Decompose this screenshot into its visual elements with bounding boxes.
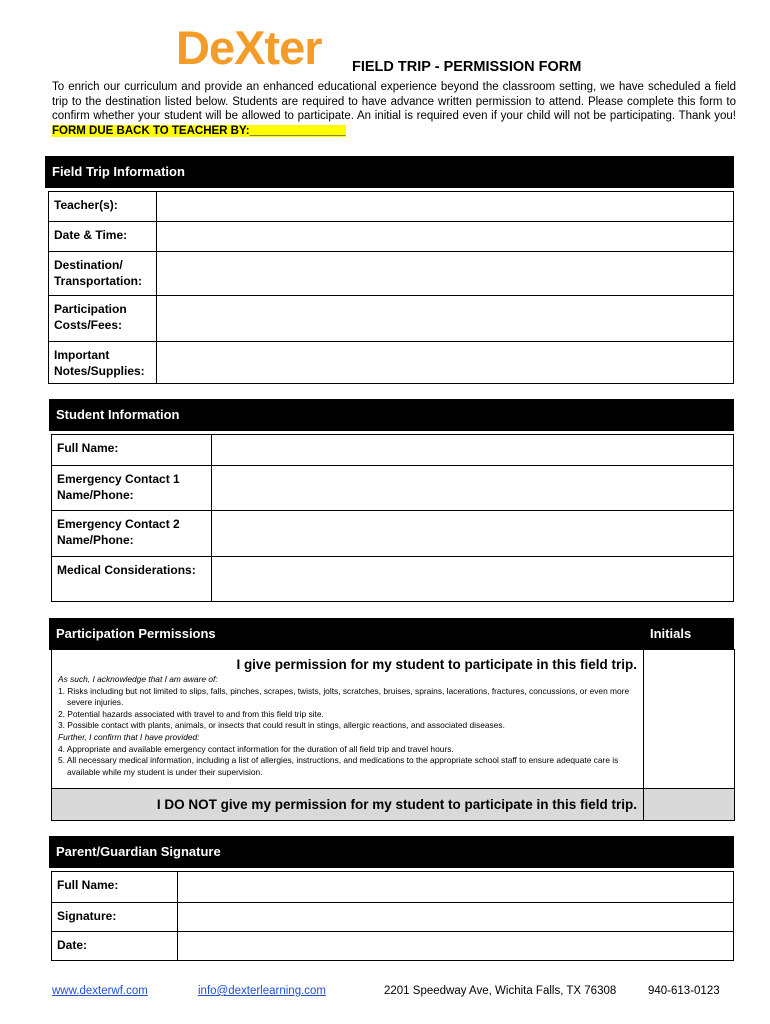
medical-label: Medical Considerations: [52,557,212,602]
student-table [51,434,734,602]
student-row-contact1 [52,466,734,511]
field-trip-table [48,191,734,384]
teacher-label: Teacher(s): [49,192,157,222]
guardian-header: Parent/Guardian Signature [49,836,734,868]
permission-deny-cell [52,789,644,821]
give-permission-text: I give permission for my student to participate in this field trip. [236,657,637,672]
form-title: FIELD TRIP - PERMISSION FORM [352,59,582,75]
dexter-logo [176,22,354,72]
costs-label: Participation Costs/Fees: [49,296,157,342]
signature-field[interactable] [178,903,734,932]
due-date-notice: FORM DUE BACK TO TEACHER BY:_______________ [52,124,346,137]
footer-address: 2201 Speedway Ave, Wichita Falls, TX 76308 [384,985,617,997]
medical-field[interactable] [212,557,734,602]
guardian-date-field[interactable] [178,932,734,961]
destination-field[interactable] [157,252,734,296]
emergency-contact-1-label: Emergency Contact 1 Name/Phone: [52,466,212,511]
deny-permission-text: I DO NOT give my permission for my student to participate in this field trip. [156,797,637,812]
intro-paragraph [52,80,736,138]
emergency-contact-2-label: Emergency Contact 2 Name/Phone: [52,511,212,557]
intro-text: To enrich our curriculum and provide an enhanced educational experience beyond the classroom setting, we have scheduled a field trip to the destination listed below. Students are required to have advance written permission to attend. Please complete this form to confirm whether your student will be allowed to participate. An initial is required even if your child will not be participating. Thank you! [52,81,736,123]
notes-label: Important Notes/Supplies: [49,342,157,384]
aware-item: 3. Possible contact with plants, animals, or insects that could result in stings, allergic reactions, and associated diseases. [58,720,505,731]
costs-field[interactable] [157,296,734,342]
emergency-contact-1-field[interactable] [212,466,734,511]
guardian-row-date [52,932,734,961]
confirm-item: 4. Appropriate and available emergency contact information for the duration of all field trip and travel hours. [58,743,454,754]
confirm-intro: Further, I confirm that I have provided: [58,731,200,742]
emergency-contact-2-field[interactable] [212,511,734,557]
student-row-name [52,435,734,466]
notes-field[interactable] [157,342,734,384]
permission-deny-row [52,788,734,820]
guardian-name-label: Full Name: [52,872,178,903]
guardian-name-field[interactable] [178,872,734,903]
teacher-field[interactable] [157,192,734,222]
field-trip-header: Field Trip Information [45,156,734,188]
aware-item: 2. Potential hazards associated with travel to and from this field trip site. [58,708,324,719]
guardian-row-signature [52,903,734,932]
logo-text: DeXter [176,22,322,72]
field-trip-row-destination [49,252,734,296]
signature-label: Signature: [52,903,178,932]
website-link[interactable]: www.dexterwf.com [52,985,148,997]
permission-details [58,674,638,778]
student-row-contact2 [52,511,734,557]
aware-intro: As such, I acknowledge that I am aware of: [58,674,218,684]
guardian-date-label: Date: [52,932,178,961]
deny-initials-field[interactable] [644,789,734,821]
student-name-label: Full Name: [52,435,212,466]
date-time-label: Date & Time: [49,222,157,252]
give-initials-field[interactable] [644,650,734,788]
date-time-field[interactable] [157,222,734,252]
guardian-table [51,871,734,961]
field-trip-row-notes [49,342,734,384]
permission-give-cell [52,650,644,788]
footer-phone: 940-613-0123 [648,985,720,997]
guardian-row-name [52,872,734,903]
email-link[interactable]: info@dexterlearning.com [198,985,327,997]
field-trip-row-teacher [49,192,734,222]
destination-label: Destination/ Transportation: [49,252,157,296]
field-trip-row-date [49,222,734,252]
footer-email [198,985,326,997]
permissions-header [49,618,734,650]
student-header: Student Information [49,399,734,431]
student-row-medical [52,557,734,602]
field-trip-row-costs [49,296,734,342]
student-name-field[interactable] [212,435,734,466]
footer-website [52,985,148,997]
aware-item: 1. Risks including but not limited to slips, falls, pinches, scrapes, twists, jolts, scratches, bruises, sprains, lacerations, fractures, concussions, or even more severe injuries. [58,685,630,708]
permissions-box [51,649,735,821]
initials-header: Initials [650,626,692,641]
permissions-title: Participation Permissions [56,626,216,641]
confirm-item: 5. All necessary medical information, including a list of allergies, instructions, and medications to the appropriate school staff to ensure adequate care is available while my student is under their supervision. [58,755,619,777]
